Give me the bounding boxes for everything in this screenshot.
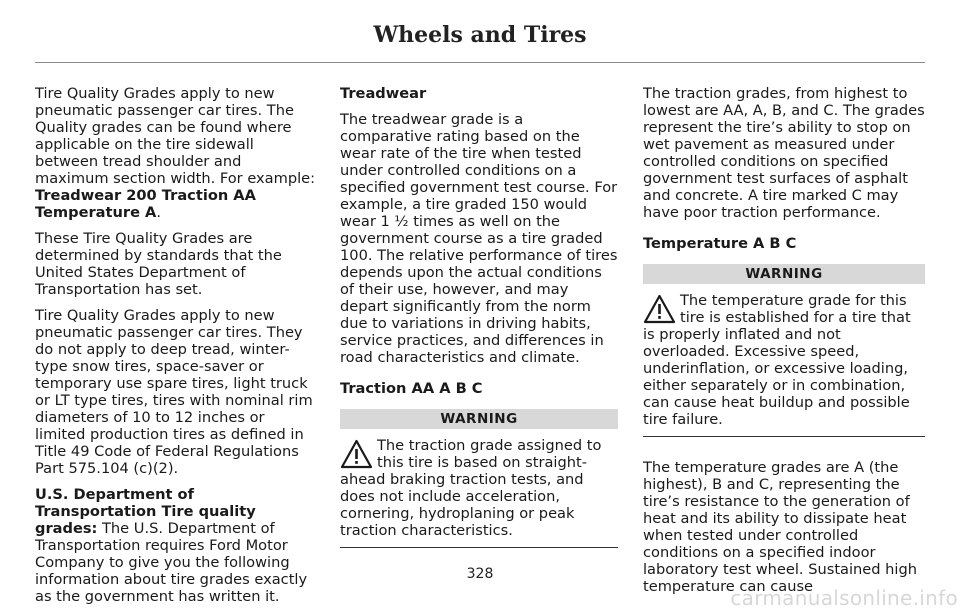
- intro-text: Tire Quality Grades apply to new pneumatic passenger car tires. The Quality grades can be found where applicable on the tire sidewall between tread shoulder and maximum section width. For example:: [35, 85, 316, 187]
- temperature-heading: Temperature A B C: [643, 235, 797, 252]
- traction-warning-text: The traction grade assigned to this tire is based on straight-ahead braking traction tests, and does not include acceleration, cornering, hydroplaning or peak traction characteristics.: [340, 437, 602, 539]
- column-2: [340, 85, 618, 570]
- paragraph-quality-grades-intro: [35, 85, 317, 221]
- header-divider: [35, 62, 925, 63]
- warning-triangle-icon: [340, 439, 373, 469]
- grade-example: Treadwear 200 Traction AA Temperature A: [35, 187, 256, 221]
- warning-triangle-icon: [643, 294, 676, 324]
- watermark: carmanualsonline.info: [730, 586, 958, 610]
- temperature-warning-text: The temperature grade for this tire is established for a tire that is properly inflated and not overloaded. Excessive speed, underinflation, or excessive loading, either separately or in combination, can cause heat buildup and possible tire failure.: [643, 292, 911, 428]
- dot-grades-label: U.S. Department of Transportation Tire quality grades:: [35, 486, 256, 537]
- paragraph-dot-grades: [35, 486, 317, 605]
- intro-end: .: [156, 204, 161, 221]
- dot-grades-text: The U.S. Department of Transportation requires Ford Motor Company to give you the following information about tire grades exactly as the government has written it.: [35, 520, 308, 605]
- column-1: [35, 85, 317, 614]
- traction-grades-text: The traction grades, from highest to lowest are AA, A, B, and C. The grades represent the tire’s ability to stop on wet pavement as measured under controlled conditions on specified government test surfaces of asphalt and concrete. A tire marked C may have poor traction performance.: [643, 85, 925, 221]
- treadwear-text: The treadwear grade is a comparative rating based on the wear rate of the tire when tested under controlled conditions on a specified government test course. For example, a tire graded 150 would wear 1 ½ times as well on the government course as a tire graded 100. The relative performance of tires depends upon the actual conditions of their use, however, and may depart significantly from the norm due to variations in driving habits, service practices, and differences in road characteristics and climate.: [340, 111, 618, 366]
- temperature-warning-box: [643, 292, 925, 437]
- column-3: [643, 85, 925, 604]
- page-number: 328: [466, 566, 494, 582]
- traction-warning-box: [340, 437, 618, 548]
- page-title: Wheels and Tires: [373, 22, 587, 48]
- paragraph-applicability: Tire Quality Grades apply to new pneumatic passenger car tires. They do not apply to deep tread, winter-type snow tires, space-saver or temporary use spare tires, light truck or LT type tires, tires with nominal rim diameters of 10 to 12 inches or limited production tires as defined in Title 49 Code of Federal Regulations Part 575.104 (c)(2).: [35, 307, 313, 477]
- traction-heading: Traction AA A B C: [340, 380, 483, 397]
- temperature-warning-label: WARNING: [643, 264, 925, 284]
- temperature-grades-text: The temperature grades are A (the highest), B and C, representing the tire’s resistance to the generation of heat and its ability to dissipate heat when tested under controlled conditions on a specified indoor laboratory test wheel. Sustained high temperature can cause: [643, 459, 917, 595]
- paragraph-dot-standards: These Tire Quality Grades are determined by standards that the United States Department of Transportation has set.: [35, 230, 282, 298]
- treadwear-heading: Treadwear: [340, 85, 427, 102]
- traction-warning-label: WARNING: [340, 409, 618, 429]
